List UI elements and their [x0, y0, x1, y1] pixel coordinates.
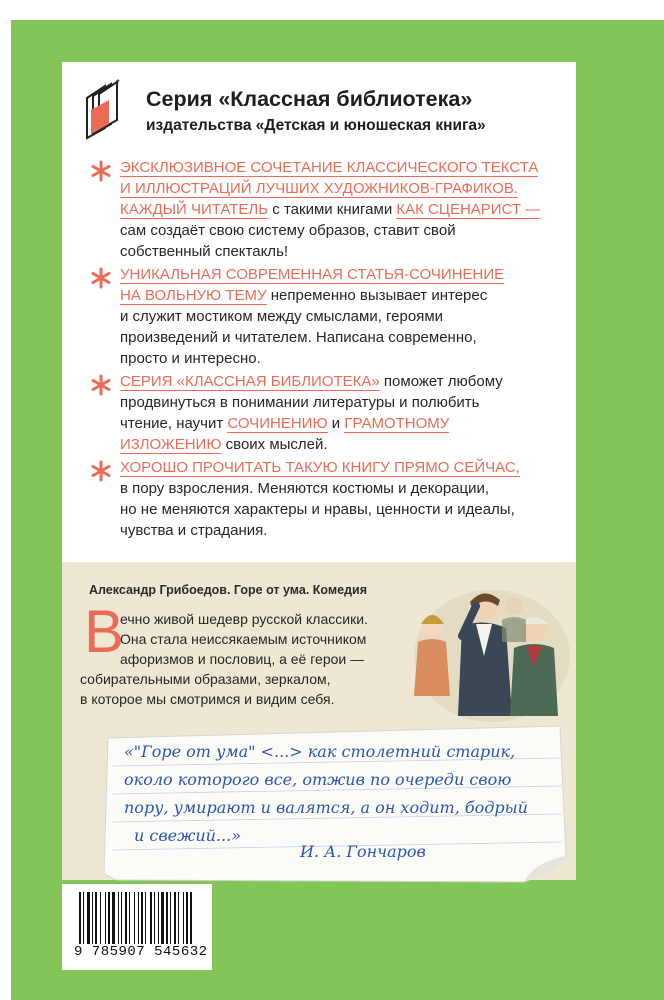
series-subtitle: издательства «Детская и юношеская книга» [146, 117, 486, 134]
description-line: в которое мы смотримся и видим себя. [80, 691, 335, 707]
feature-line [120, 392, 560, 413]
feature-line [120, 178, 560, 199]
barcode-bar [92, 892, 93, 944]
series-logo-icon [83, 78, 123, 140]
feature-line [120, 457, 560, 478]
highlighted-text: УНИКАЛЬНАЯ СОВРЕМЕННАЯ СТАТЬЯ-СОЧИНЕНИЕ [120, 266, 505, 283]
barcode-bar [183, 892, 184, 944]
body-text: но не меняются характеры и нравы, ценности и идеалы, [120, 501, 515, 518]
barcode-bar [174, 892, 176, 944]
feature-paragraph-3 [120, 371, 560, 455]
characters-illustration [402, 566, 572, 726]
barcode-bar [166, 892, 168, 944]
feature-line [120, 520, 560, 541]
barcode-bar [105, 892, 106, 944]
barcode-bar [108, 892, 110, 944]
feature-line [120, 371, 560, 392]
barcode-bar [141, 892, 143, 944]
book-description [80, 609, 440, 709]
barcode-bar [178, 892, 179, 944]
barcode-bar [121, 892, 122, 944]
dropcap-letter: В [84, 598, 125, 665]
feature-line [120, 241, 560, 262]
highlighted-text: КАЖДЫЙ ЧИТАТЕЛЬ [120, 201, 269, 218]
feature-line [120, 434, 560, 455]
highlighted-text: СОЧИНЕНИЮ [227, 415, 328, 432]
feature-line [120, 306, 560, 327]
highlighted-text: НА ВОЛЬНУЮ ТЕМУ [120, 287, 267, 304]
feature-line [120, 327, 560, 348]
description-line: ечно живой шедевр русской классики. [120, 611, 368, 627]
body-text: и [327, 415, 345, 432]
feature-line [120, 199, 560, 220]
quote-line: около которого все, отжив по очереди свою [124, 770, 512, 789]
body-text: и служит мостиком между смыслами, героями [120, 308, 444, 325]
quote-line: «"Горе от ума" <...> как столетний старик, [124, 742, 516, 761]
body-text: чтение, научит [120, 415, 228, 432]
barcode-bar [83, 892, 84, 944]
quote-line: пору, умирают и валятся, а он ходит, бодрый [124, 798, 528, 817]
body-text: в пору взросления. Меняются костюмы и декорации, [120, 480, 490, 497]
body-text: продвинуться в понимании литературы и полюбить [120, 394, 480, 411]
asterisk-bullet-icon [88, 372, 114, 398]
barcode-bar [158, 892, 159, 944]
asterisk-bullet-icon [88, 265, 114, 291]
highlighted-text: СЕРИЯ «КЛАССНАЯ БИБЛИОТЕКА» [120, 373, 380, 390]
barcode-bar [87, 892, 90, 944]
barcode-bar [118, 892, 119, 944]
body-text: просто и интересно. [120, 350, 261, 367]
body-text: собственный спектакль! [120, 243, 289, 260]
feature-line [120, 499, 560, 520]
body-text: с такими книгами [268, 201, 397, 218]
quote-line: и свежий...» [134, 826, 241, 845]
barcode-bar [134, 892, 135, 944]
barcode-bar [186, 892, 188, 944]
body-text: своих мыслей. [221, 436, 328, 453]
series-title: Серия «Классная библиотека» [146, 87, 473, 111]
feature-paragraph-2 [120, 264, 560, 369]
feature-line [120, 157, 560, 178]
highlighted-text: И ИЛЛЮСТРАЦИЙ ЛУЧШИХ ХУДОЖНИКОВ-ГРАФИКОВ. [120, 180, 519, 197]
feature-paragraph-4 [120, 457, 560, 541]
highlighted-text: ХОРОШО ПРОЧИТАТЬ ТАКУЮ КНИГУ ПРЯМО СЕЙЧАС, [120, 459, 520, 476]
body-text: произведений и читателем. Написана современно, [120, 329, 477, 346]
barcode-bar [79, 892, 81, 944]
barcode-bar [100, 892, 101, 944]
body-text: поможет любому [379, 373, 503, 390]
body-text: непременно вызывает интерес [266, 287, 488, 304]
highlighted-text: ЭКСКЛЮЗИВНОЕ СОЧЕТАНИЕ КЛАССИЧЕСКОГО ТЕКСТА [120, 159, 539, 176]
book-title: Александр Грибоедов. Горе от ума. Комедия [89, 583, 367, 597]
barcode-bar [190, 892, 192, 944]
description-line: Она стала неиссякаемым источником [120, 631, 367, 647]
barcode-bar [170, 892, 171, 944]
goncharov-quote [124, 738, 544, 850]
feature-line [120, 348, 560, 369]
barcode-bar [112, 892, 115, 944]
asterisk-bullet-icon [88, 458, 114, 484]
feature-line [120, 413, 560, 434]
highlighted-text: ГРАМОТНОМУ [344, 415, 450, 432]
highlighted-text: КАК СЦЕНАРИСТ — [396, 201, 541, 218]
feature-paragraph-1 [120, 157, 560, 262]
body-text: чувства и страдания. [120, 522, 268, 539]
description-line: собирательными образами, зеркалом, [80, 671, 331, 687]
barcode-bar [129, 892, 130, 944]
isbn-number: 9 785907 545632 [74, 944, 208, 960]
feature-line [120, 220, 560, 241]
quote-author: И. А. Гончаров [300, 842, 426, 861]
barcode-bar [138, 892, 139, 944]
body-text: сам создаёт свою систему образов, ставит свой [120, 222, 456, 239]
barcode-bar [95, 892, 97, 944]
barcode-icon [77, 892, 207, 944]
barcode-bar [154, 892, 155, 944]
highlighted-text: ИЗЛОЖЕНИЮ [120, 436, 222, 453]
barcode-bar [145, 892, 146, 944]
description-line: афоризмов и пословиц, а её герои — [120, 651, 365, 667]
barcode-bar [125, 892, 127, 944]
asterisk-bullet-icon [88, 158, 114, 184]
barcode-bar [150, 892, 152, 944]
feature-line [120, 285, 560, 306]
barcode-bar [161, 892, 164, 944]
feature-line [120, 264, 560, 285]
feature-line [120, 478, 560, 499]
logo-asterisk: * [116, 78, 120, 89]
